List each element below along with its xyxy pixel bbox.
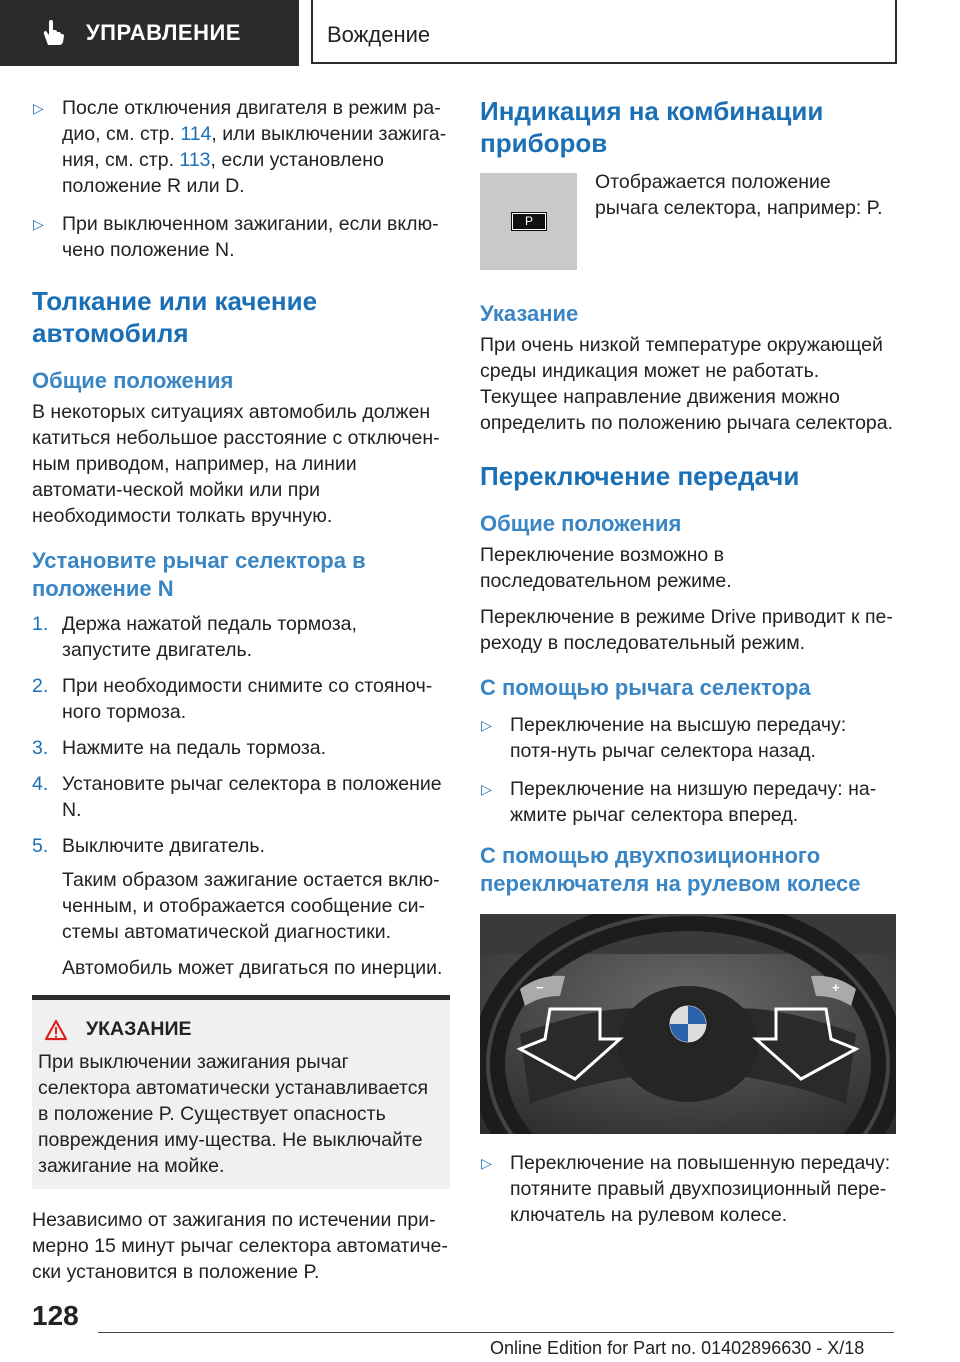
list-item: 2. При необходимости снимите со стояноч-ного тормоза. <box>32 675 433 723</box>
bullet-item: ▷ Переключение на низшую передачу: на-жмите рычаг селектора вперед. <box>481 778 877 826</box>
paragraph-after: Независимо от зажигания по истечении при-мерно 15 минут рычаг селектора автоматиче-ски установится в положение P. <box>32 1209 448 1283</box>
paragraph-general: В некоторых ситуациях автомобиль должен катиться небольшое расстояние с отключен-ным приводом, например, на линии автомати-ческой мойки или при необходимости толкать вручную. <box>32 401 440 527</box>
warning-text: При выключении зажигания рычаг селектора автоматически устанавливается в положение P. Существует опасность повреждения иму-щества. Не выключайте зажигание на мойке. <box>38 1051 428 1177</box>
paragraph-shift-2: Переключение в режиме Drive приводит к пе-реходу в последовательный режим. <box>480 606 893 654</box>
page-number: 128 <box>32 1300 79 1331</box>
gear-display: P <box>512 213 546 230</box>
plus-paddle-label: + <box>832 980 840 995</box>
triangle-bullet-icon: ▷ <box>481 781 492 797</box>
chapter-title: Вождение <box>327 22 431 47</box>
triangle-bullet-icon: ▷ <box>33 100 44 116</box>
heading-set-n: Установите рычаг селектора в положение N <box>32 548 366 601</box>
bullet-item: ▷ При выключенном зажигании, если вклю-чено положение N. <box>33 213 439 261</box>
right-column <box>480 95 896 1240</box>
steering-wheel-image <box>480 914 896 1134</box>
indicator-text: Отображается положение рычага селектора, например: P. <box>595 171 883 219</box>
paragraph-shift-1: Переключение возможно в последовательном режиме. <box>480 544 732 592</box>
heading-paddle: С помощью двухпозиционного переключателя на рулевом колесе <box>480 843 861 896</box>
bullet-item: ▷ После отключения двигателя в режим ра-дио, см. стр. 114, или выключении зажига-ния, см. стр. 113, если установлено положение R или D. <box>33 97 447 197</box>
list-item: 5. Выключите двигатель. <box>32 835 265 857</box>
heading-note: Указание <box>480 301 579 326</box>
footer-edition: Online Edition for Part no. 01402896630 - X/18 <box>490 1338 865 1358</box>
paragraph-note: При очень низкой температуре окружающей среды индикация может не работать. Текущее направление движения можно определить по положению рычага селектора. <box>480 334 894 434</box>
chapter-header <box>311 0 897 64</box>
heading-push: Толкание или качение автомобиля <box>32 286 318 348</box>
left-column <box>32 95 450 1285</box>
minus-paddle-label: − <box>536 980 544 995</box>
bullet-item: ▷ Переключение на повышенную передачу: потяните правый двухпозиционный пере-ключатель на рулевом колесе. <box>481 1152 891 1226</box>
page-link[interactable]: 114 <box>180 123 212 145</box>
page-link[interactable]: 113 <box>179 149 211 171</box>
list-item: 1. Держа нажатой педаль тормоза, запустите двигатель. <box>32 613 357 661</box>
heading-lever: С помощью рычага селектора <box>480 675 811 700</box>
footer-divider <box>98 1332 894 1333</box>
heading-general-2: Общие положения <box>480 511 682 536</box>
list-item: 3. Нажмите на педаль тормоза. <box>32 737 327 759</box>
heading-indicator: Индикация на комбинации приборов <box>480 96 824 158</box>
list-item: 4. Установите рычаг селектора в положение N. <box>32 773 442 821</box>
section-tab <box>0 0 299 66</box>
step-note: Таким образом зажигание остается вклю-ченным, и отображается сообщение си-стемы автоматической диагностики. <box>62 869 440 943</box>
steps-list <box>32 611 450 981</box>
triangle-bullet-icon: ▷ <box>33 216 44 232</box>
heading-general: Общие положения <box>32 368 234 393</box>
step-note: Автомобиль может двигаться по инерции. <box>62 957 443 979</box>
warning-triangle-icon <box>44 1019 68 1041</box>
triangle-bullet-icon: ▷ <box>481 1155 492 1171</box>
warning-title: УКАЗАНИЕ <box>86 1018 192 1040</box>
hand-icon <box>38 18 68 48</box>
indicator-image <box>480 173 577 270</box>
warning-box <box>32 995 450 1189</box>
bullet-item: ▷ Переключение на высшую передачу: потя-нуть рычаг селектора назад. <box>481 714 847 762</box>
triangle-bullet-icon: ▷ <box>481 717 492 733</box>
steering-wheel-illustration <box>480 914 896 1134</box>
heading-shift: Переключение передачи <box>480 461 800 491</box>
section-title: УПРАВЛЕНИЕ <box>86 20 241 45</box>
